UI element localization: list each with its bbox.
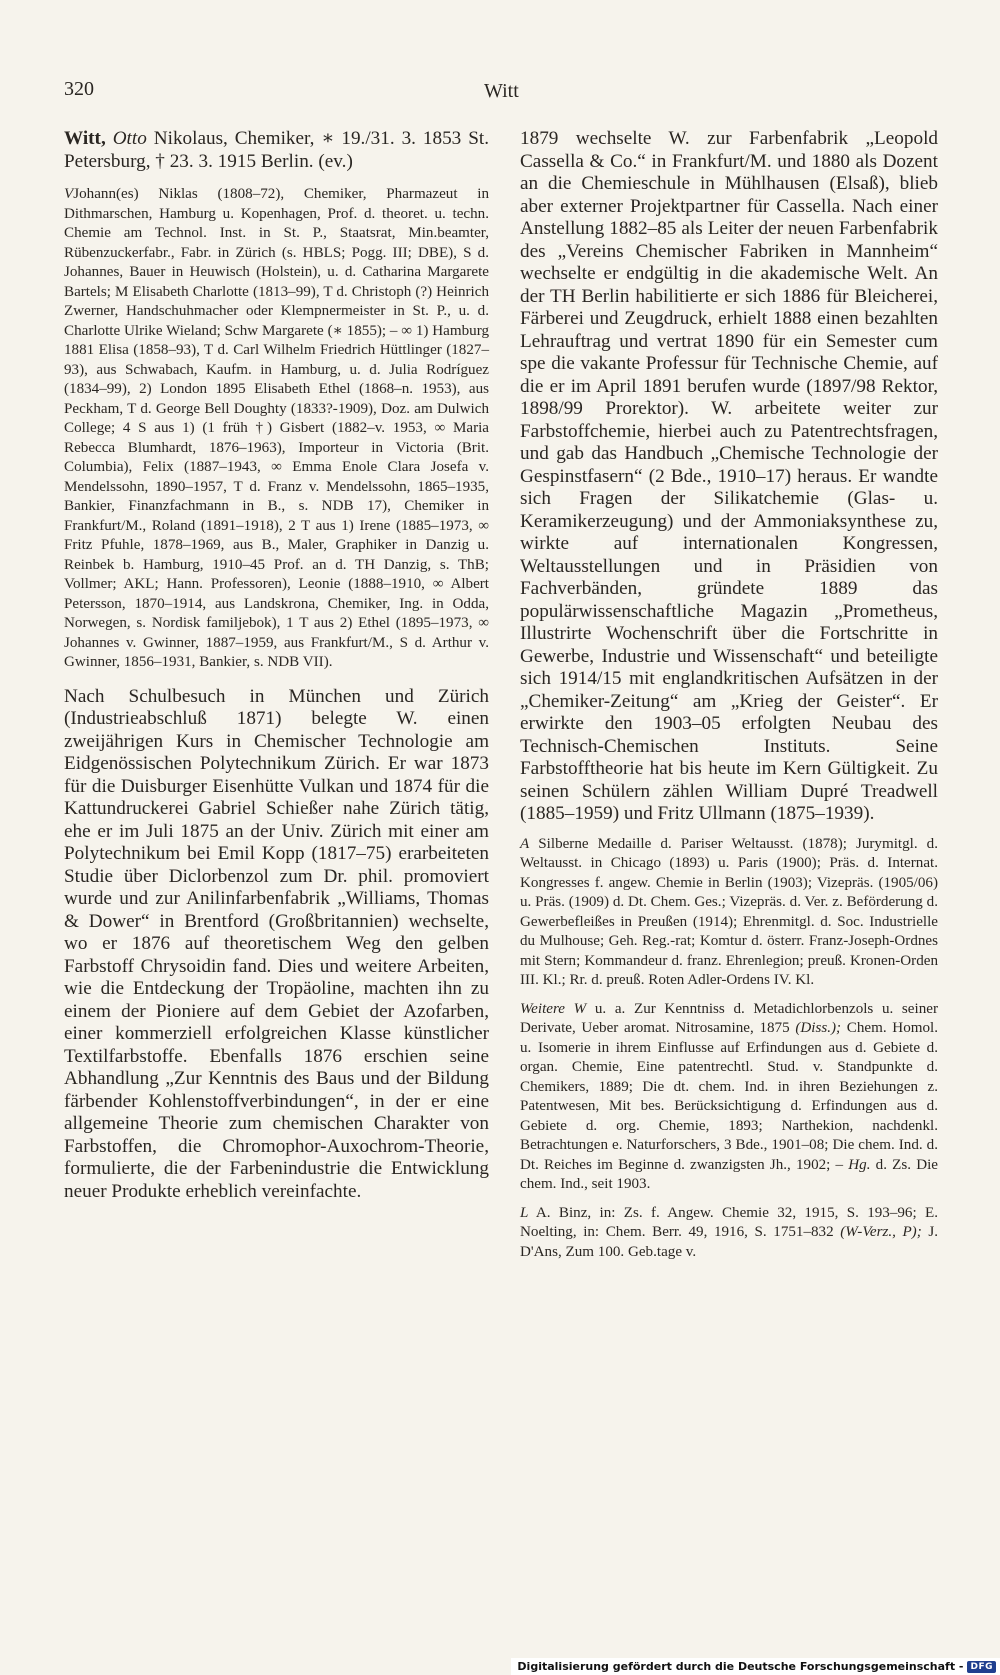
right-column bbox=[520, 128, 938, 1262]
entry-heading bbox=[64, 128, 489, 173]
works-text-1: u. a. Zur Kenntniss d. Metadichlorbenzols u. seiner Derivate, Ueber aromat. Nitrosamine, 1875 bbox=[520, 1000, 938, 1036]
left-column bbox=[64, 128, 489, 1203]
family-section bbox=[64, 185, 489, 673]
family-label: V bbox=[64, 186, 74, 202]
entry-heading-rest: Nikolaus, Chemiker, ∗ 19./31. 3. 1853 St. Petersburg, † 23. 3. 1915 Berlin. (ev.) bbox=[64, 128, 490, 172]
works-label: Weitere W bbox=[520, 1000, 587, 1017]
family-text: Johann(es) Niklas (1808–72), Chemiker, Pharmazeut in Dithmarschen, Hamburg u. Kopenhagen, Prof. d. theoret. u. techn. Chemie am Technol. Inst. in St. P., Staatsrat, Min.beamter, Rübenzuckerfabr., Fabr. in Zürich (s. HBLS; Pogg. III; DBE), S d. Johannes, Bauer in Heuwisch (Holstein), u. d. Catharina Margarete Bartels; M Elisabeth Charlotte (1813–99), T d. Christoph (?) Heinrich Zwerner, Handschuhmacher oder Klempnermeister in St. P., u. d. Charlotte Ulrike Wieland; Schw Margarete (∗ 1855); – ∞ 1) Hamburg 1881 Elisa (1858–93), T d. Carl Wilhelm Friedrich Hüttlinger (1827–93), aus Schwabach, Kaufm. in Hamburg, u. d. Julia Rodríguez (1834–99), 2) London 1895 Elisabeth Ethel (1868–n. 1953), aus Peckham, T d. George Bell Doughty (1833?-1909), Doz. am Dulwich College; 4 S aus 1) (1 früh †) Gisbert (1882–v. 1953, ∞ Maria Rebecca Blumhardt, 1876–1963), Importeur in Victoria (Brit. Columbia), Felix (1887–1943, ∞ Emma Enole Clara Josefa v. Mendelssohn, 1890–1957, T d. Franz v. Mendelssohn, 1865–1935, Bankier, Finanzfachmann in B., s. NDB 17), Chemiker in Frankfurt/M., Roland (1891–1918), 2 T aus 1) Irene (1885–1973, ∞ Fritz Pfuhle, 1878–1969, aus B., Maler, Graphiker in Danzig u. Reinbek b. Hamburg, 1910–45 Prof. an d. TH Danzig, s. ThB; Vollmer; AKL; Hann. Professoren), Leonie (1888–1910, ∞ Albert Petersson, 1870–1914, aus Landskrona, Chemiker, Ing. in Odda, Norwegen, s. Nordisk familjebok), 1 T aus 2) Ethel (1895–1973, ∞ Johannes v. Gwinner, 1887–1959, aus Frankfurt/M., S d. Arthur v. Gwinner, 1856–1931, Bankier, s. NDB VII). bbox=[64, 186, 489, 670]
footer-text: Digitalisierung gefördert durch die Deutsche Forschungsgemeinschaft - bbox=[517, 1660, 964, 1673]
awards-label: A bbox=[520, 835, 530, 852]
awards-text: Silberne Medaille d. Pariser Weltausst. (1878); Jurymitgl. d. Weltausst. in Chicago (1893) u. Paris (1900); Präs. d. Internat. Kongresses f. angew. Chemie in Berlin (1903); Vizepräs. (1905/06) u. Präs. (1909) d. Dt. Chem. Ges.; Vizepräs. d. Ver. z. Beförderung d. Gewerbefleißes in Preußen (1914); Ehrenmitgl. d. Soc. Industrielle du Mulhouse; Geh. Reg.-rat; Komtur d. österr. Franz-Joseph-Ordnes mit Stern; Kommandeur d. franz. Ehrenlegion; preuß. Kronen-Orden III. Kl.; Rr. d. preuß. Roten Adler-Ordens IV. Kl. bbox=[520, 835, 938, 988]
awards-section bbox=[520, 835, 938, 991]
running-head: Witt bbox=[484, 80, 519, 102]
literature-verz: (W-Verz., P); bbox=[840, 1224, 922, 1240]
works-diss: (Diss.); bbox=[795, 1020, 842, 1036]
works-text-3: d. Zs. Die chem. Ind., seit 1903. bbox=[520, 1156, 938, 1192]
works-section bbox=[520, 1000, 938, 1195]
literature-text-2: J. D'Ans, Zum 100. Geb.tage v. bbox=[520, 1224, 939, 1260]
entry-given-name: Otto bbox=[112, 128, 147, 149]
literature-text-1: A. Binz, in: Zs. f. Angew. Chemie 32, 1915, S. 193–96; E. Noelting, in: Chem. Berr. 49, 1916, S. 1751–832 bbox=[520, 1204, 938, 1240]
dfg-logo: DFG bbox=[967, 1661, 996, 1673]
works-hg: Hg. bbox=[848, 1156, 871, 1173]
entry-surname: Witt, bbox=[64, 128, 106, 149]
literature-label: L bbox=[520, 1204, 529, 1221]
biography-right: 1879 wechselte W. zur Farbenfabrik „Leopold Cassella & Co.“ in Frankfurt/M. und 1880 als Dozent an die Chemieschule in Mühlhausen (Elsaß), blieb aber externer Projektpartner für Cassella. Nach einer Anstellung 1882–85 als Leiter der neuen Farbenfabrik des „Vereins Chemischer Fabriken in Mannheim“ wechselte er endgültig in die akademische Welt. An der TH Berlin habilitierte er sich 1886 für Bleicherei, Färberei und Zeugdruck, erhielt 1888 einen bezahlten Lehrauftrag und vertrat 1890 für ein Semester cum spe die vakante Professur für Technische Chemie, auf die er im April 1891 berufen wurde (1897/98 Rektor, 1898/99 Prorektor). W. arbeitete weiter zur Farbstoffchemie, hierbei auch zu Patentrechtsfragen, und gab das Handbuch „Chemische Technologie der Gespinstfasern“ (2 Bde., 1910–17) heraus. Er wandte sich Fragen der Silikatchemie (Glas- u. Keramikerzeugung) und der Ammoniaksynthese zu, wirkte auf internationalen Kongressen, Weltausstellungen und in Präsidien von Fachverbänden, gründete 1889 das populärwissenschaftliche Magazin „Prometheus, Illustrirte Wochenschrift über die Fortschritte in Gewerbe, Industrie und Wissenschaft“ und beteiligte sich 1914/15 mit englandkritischen Aufsätzen in der „Chemiker-Zeitung“ am „Krieg der Geister“. Er erwirkte den 1903–05 erfolgten Neubau des Technisch-Chemischen Instituts. Seine Farbstofftheorie hat bis heute im Kern Gültigkeit. Zu seinen Schülern zählen William Dupré Treadwell (1885–1959) und Fritz Ullmann (1875–1939). bbox=[520, 128, 938, 824]
works-text-2: Chem. Homol. u. Isomerie in ihrem Einflusse auf Erfindungen aus d. Gebiete d. organ. Chemie, Eine patentrechtl. Stud. v. Standpunkte d. Chemikers, 1889; Die dt. chem. Ind. in ihren Beziehungen z. Patentwesen, Mit bes. Berücksichtigung d. Erfindungen aus d. Gebiete d. org. Chemie, 1893; Narthekion, nachdenkl. Betrachtungen e. Naturforschers, 3 Bde., 1901–08; Die chem. Ind. d. Dt. Reiches im Beginne d. zwanzigsten Jh., 1902; – bbox=[520, 1020, 938, 1173]
digitization-footer bbox=[511, 1658, 1000, 1675]
biography-left: Nach Schulbesuch in München und Zürich (Industrieabschluß 1871) belegte W. einen zweijährigen Kurs in Chemischer Technologie am Eidgenössischen Polytechnikum Zürich. Er war 1873 für die Duisburger Eisenhütte Vulkan und 1874 für die Kattundruckerei Gabriel Schießer nahe Zürich tätig, ehe er im Juli 1875 an der Univ. Zürich mit einer am Polytechnikum bei Emil Kopp (1817–75) erarbeiteten Studie über Diclorbenzol zum Dr. phil. promoviert wurde und zur Anilinfarbenfabrik „Williams, Thomas & Dower“ in Brentford (Großbritannien) wechselte, wo er 1876 auf theoretischem Weg den gelben Farbstoff Chrysoidin fand. Dies und weitere Arbeiten, wie die Entdeckung der Tropäoline, machten ihn zu einem der Pioniere auf dem Gebiet der Azofarben, einer kommerziell erfolgreichen Klasse künstlicher Textilfarbstoffe. Ebenfalls 1876 erschien seine Abhandlung „Zur Kenntnis des Baus und der Bildung färbender Kohlenstoffverbindungen“, in der er eine allgemeine Theorie zum chemischen Charakter von Farbstoffen, die Chromophor-Auxochrom-Theorie, formulierte, die der Farbenindustrie die Entwicklung neuer Produkte erheblich vereinfachte. bbox=[64, 685, 489, 1202]
page-number: 320 bbox=[64, 78, 94, 100]
literature-section bbox=[520, 1204, 938, 1263]
